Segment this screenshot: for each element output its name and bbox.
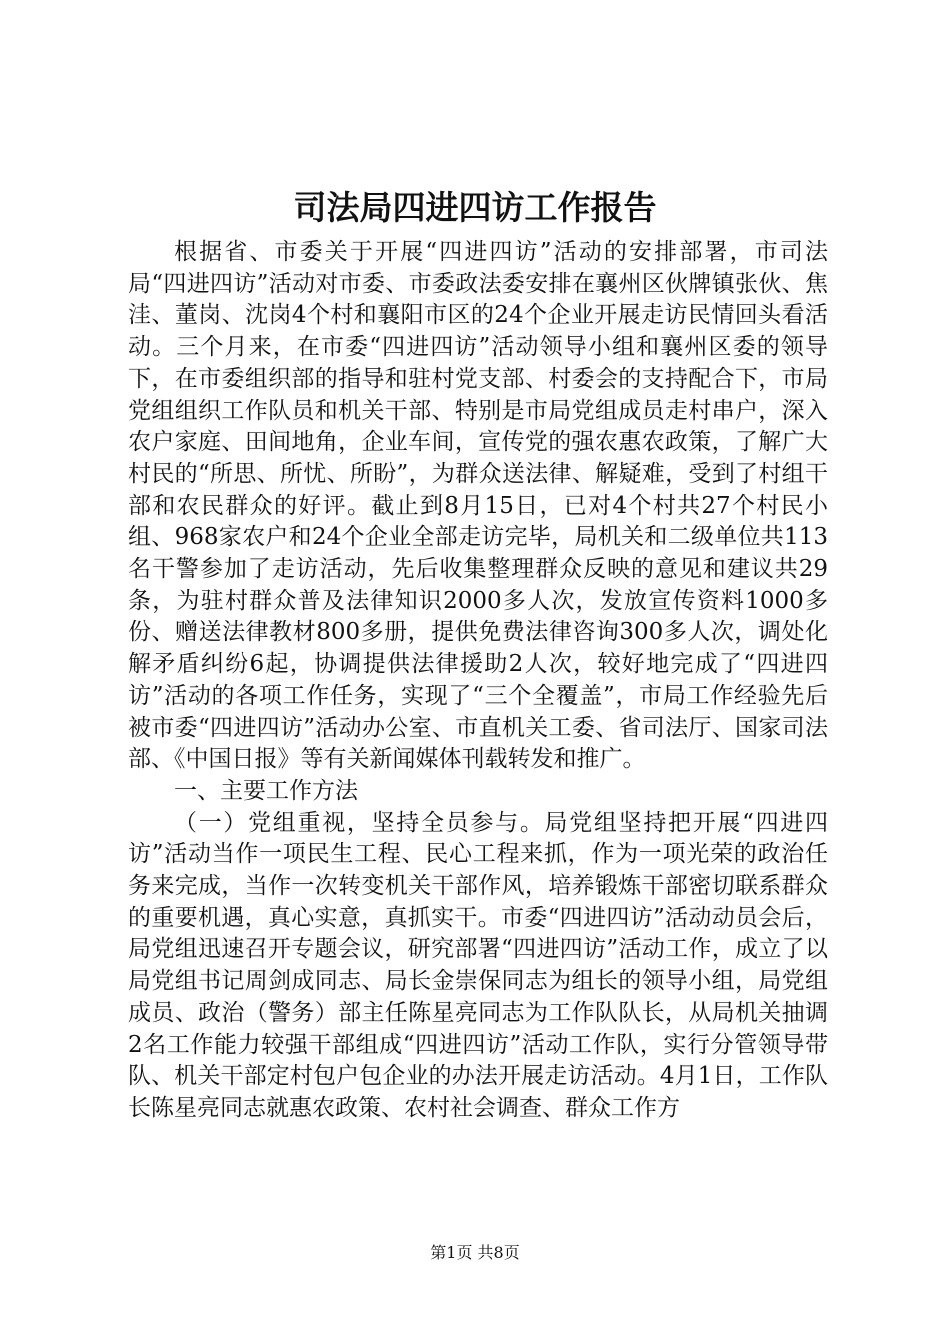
section-heading: 一、主要工作方法 bbox=[174, 777, 358, 804]
document-body bbox=[128, 237, 828, 1125]
paragraph-intro: 根据省、市委关于开展“四进四访”活动的安排部署，市司法局“四进四访”活动对市委、市委政法委安排在襄州区伙牌镇张伙、焦洼、董岗、沈岗4个村和襄阳市区的24个企业开展走访民情回头看活动。三个月来，在市委“四进四访”活动领导小组和襄州区委的领导下，在市委组织部的指导和驻村党支部、村委会的支持配合下，市局党组组织工作队员和机关干部、特别是市局党组成员走村串户，深入农户家庭、田间地角，企业车间，宣传党的强农惠农政策，了解广大村民的“所思、所忧、所盼”，为群众送法律、解疑难，受到了村组干部和农民群众的好评。截止到8月15日，已对4个村共27个村民小组、968家农户和24个企业全部走访完毕，局机关和二级单位共113名干警参加了走访活动，先后收集整理群众反映的意见和建议共29条，为驻村群众普及法律知识2000多人次，发放宣传资料1000多份、赠送法律教材800多册，提供免费法律咨询300多人次，调处化解矛盾纠纷6起，协调提供法律援助2人次，较好地完成了“四进四访”活动的各项工作任务，实现了“三个全覆盖”，市局工作经验先后被市委“四进四访”活动办公室、市直机关工委、省司法厅、国家司法部、《中国日报》等有关新闻媒体刊载转发和推广。 bbox=[128, 239, 828, 773]
page-footer: 第1页 共8页 bbox=[430, 1243, 520, 1262]
paragraph-section-1: （一）党组重视，坚持全员参与。局党组坚持把开展“四进四访”活动当作一项民生工程、民心工程来抓，作为一项光荣的政治任务来完成，当作一次转变机关干部作风，培养锻炼干部密切联系群众的重要机遇，真心实意，真抓实干。市委“四进四访”活动动员会后，局党组迅速召开专题会议，研究部署“四进四访”活动工作，成立了以局党组书记周剑成同志、局长金崇保同志为组长的领导小组，局党组成员、政治（警务）部主任陈星亮同志为工作队队长，从局机关抽调2名工作能力较强干部组成“四进四访”活动工作队，实行分管领导带队、机关干部定村包户包企业的办法开展走访活动。4月1日，工作队长陈星亮同志就惠农政策、农村社会调查、群众工作方 bbox=[128, 809, 828, 1121]
document-title: 司法局四进四访工作报告 bbox=[293, 188, 657, 227]
